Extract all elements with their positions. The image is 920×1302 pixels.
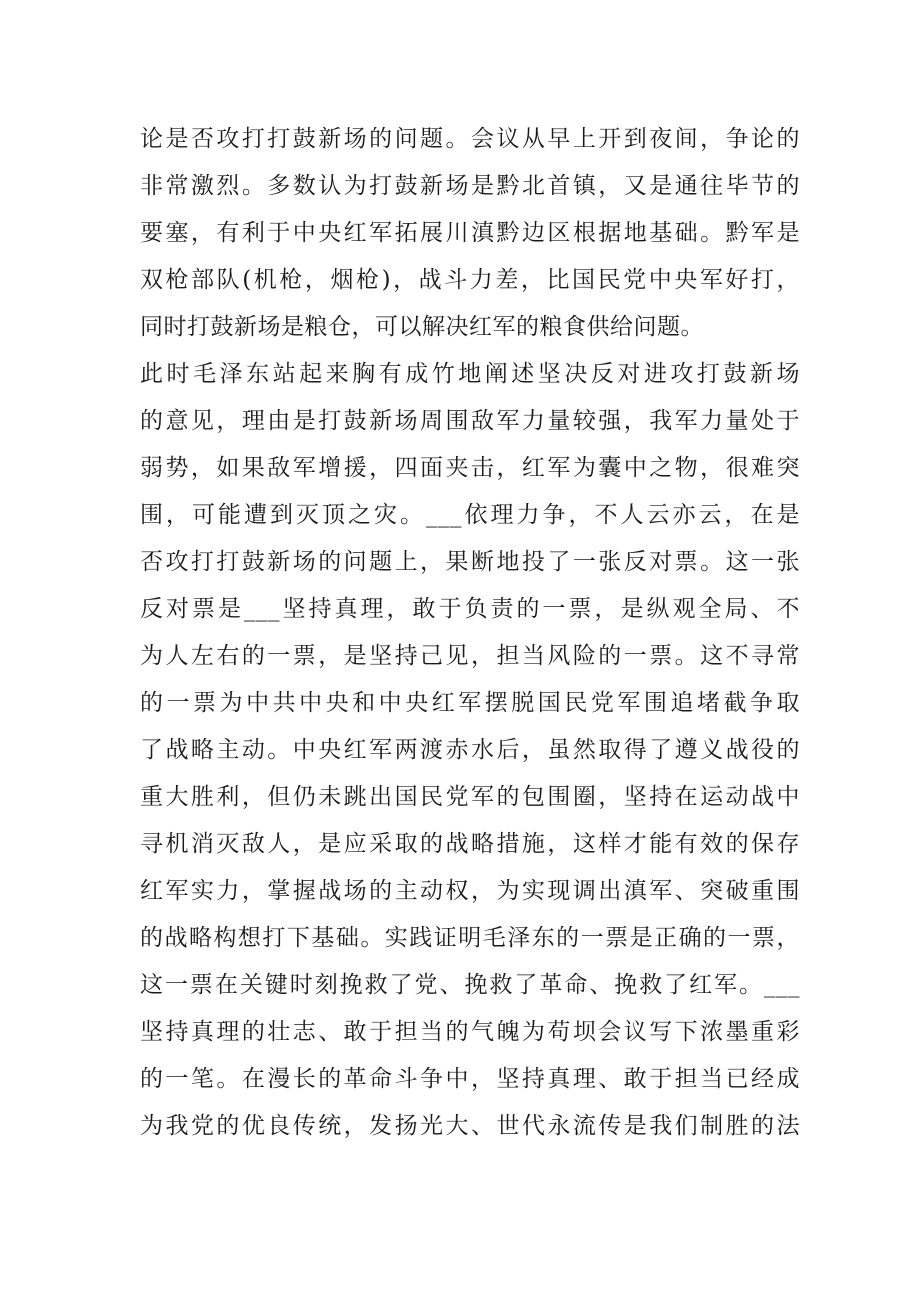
text-line: 弱势，如果敌军增援，四面夹击，红军为囊中之物，很难突 [140, 455, 800, 481]
text-line: 坚持真理的壮志、敢于担当的气魄为苟坝会议写下浓墨重彩 [140, 1019, 800, 1045]
text-line: 为我党的优良传统，发扬光大、世代永流传是我们制胜的法 [140, 1113, 800, 1139]
text-line: 论是否攻打打鼓新场的问题。会议从早上开到夜间，争论的 [140, 126, 800, 152]
text-line: 红军实力，掌握战场的主动权，为实现调出滇军、突破重围 [140, 878, 800, 904]
text-line: 的一票为中共中央和中央红军摆脱国民党军围追堵截争取 [140, 690, 800, 716]
text-line: 非常激烈。多数认为打鼓新场是黔北首镇，又是通往毕节的 [140, 173, 800, 199]
text-line: 的战略构想打下基础。实践证明毛泽东的一票是正确的一票， [140, 925, 800, 951]
text-line: 反对票是___坚持真理，敢于负责的一票，是纵观全局、不 [140, 596, 800, 622]
text-line: 双枪部队(机枪，烟枪)，战斗力差，比国民党中央军好打， [140, 267, 800, 293]
body-text [140, 116, 800, 1150]
text-line: 的意见，理由是打鼓新场周围敌军力量较强，我军力量处于 [140, 408, 800, 434]
text-line: 了战略主动。中央红军两渡赤水后，虽然取得了遵义战役的 [140, 737, 800, 763]
text-line: 这一票在关键时刻挽救了党、挽救了革命、挽救了红军。___ [140, 972, 800, 998]
text-line: 寻机消灭敌人，是应采取的战略措施，这样才能有效的保存 [140, 831, 800, 857]
text-line: 要塞，有利于中央红军拓展川滇黔边区根据地基础。黔军是 [140, 220, 800, 246]
text-line: 为人左右的一票，是坚持己见，担当风险的一票。这不寻常 [140, 643, 800, 669]
text-line: 围，可能遭到灭顶之灾。___依理力争，不人云亦云，在是 [140, 502, 800, 528]
text-line: 的一笔。在漫长的革命斗争中，坚持真理、敢于担当已经成 [140, 1066, 800, 1092]
text-line: 重大胜利，但仍未跳出国民党军的包围圈，坚持在运动战中 [140, 784, 800, 810]
text-line: 否攻打打鼓新场的问题上，果断地投了一张反对票。这一张 [140, 549, 800, 575]
text-line: 此时毛泽东站起来胸有成竹地阐述坚决反对进攻打鼓新场 [140, 361, 800, 387]
text-line: 同时打鼓新场是粮仓，可以解决红军的粮食供给问题。 [140, 314, 704, 340]
